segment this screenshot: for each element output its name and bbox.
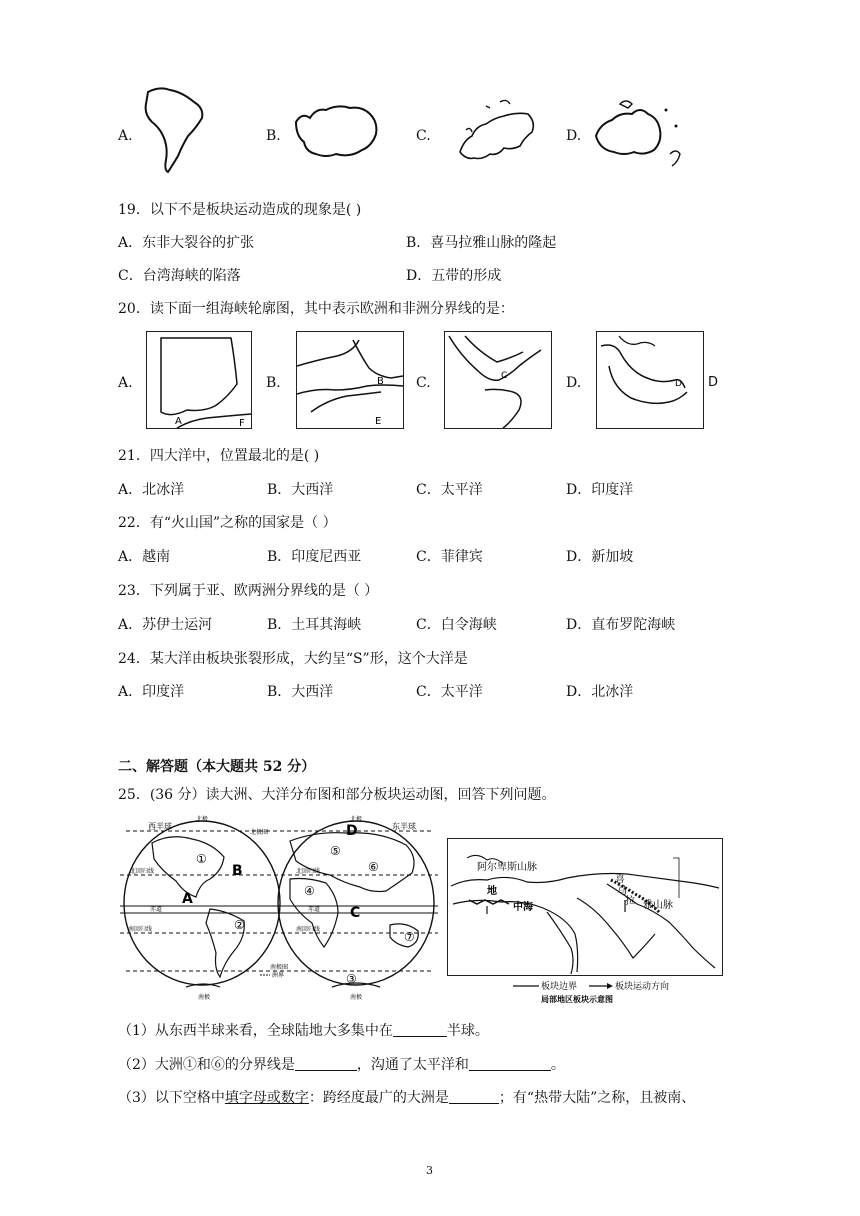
q19-option-d[interactable]: D．五带的形成	[406, 268, 502, 284]
q18-option-a-label: A.	[118, 128, 133, 144]
west-hemisphere-label: 西半球	[148, 822, 172, 831]
legend-plate-direction: 板块运动方向	[615, 982, 670, 992]
q18-option-b-label: B.	[266, 128, 281, 144]
antarctica-outline-image	[292, 102, 382, 162]
answer-blank-2[interactable]	[295, 1056, 357, 1071]
section-2-title: 二、解答题（本大题共 52 分）	[118, 759, 316, 775]
map-c-label-c: C	[501, 371, 508, 381]
answer-blank-3[interactable]	[469, 1056, 551, 1071]
q23-option-a[interactable]: A．苏伊士运河	[118, 617, 213, 633]
q24-option-d[interactable]: D．北冰洋	[566, 684, 634, 700]
q20-option-b-label: B.	[266, 375, 281, 391]
q21-option-a[interactable]: A．北冰洋	[118, 482, 185, 498]
map-d-label-d-outer: D	[708, 375, 719, 390]
ocean-label-a: A	[182, 891, 193, 907]
q22-option-a[interactable]: A．越南	[118, 549, 171, 565]
south-america-outline-image	[138, 82, 218, 174]
q19-option-b[interactable]: B．喜马拉雅山脉的隆起	[406, 235, 557, 251]
q19-stem: 19．以下不是板块运动造成的现象是( )	[118, 202, 362, 218]
mediterranean-label-zhonghai: 中海	[513, 902, 533, 913]
q25-sub1: （1）从东西半球来看，全球陆地大多集中在 半球。	[118, 1023, 489, 1039]
map-a-label-a: A	[175, 416, 182, 427]
tropic-south-label-west: 南回归线	[128, 926, 153, 933]
strait-map-b	[296, 331, 404, 429]
q20-option-c-label: C.	[416, 375, 431, 391]
himalaya-label-2: 马	[617, 886, 627, 897]
continent-num-6: ⑥	[368, 860, 379, 874]
map-a-label-f: F	[239, 418, 245, 428]
q19-option-c[interactable]: C．台湾海峡的陷落	[118, 268, 241, 284]
oceania-outline-image	[590, 96, 690, 172]
legend-plate-boundary: 板块边界	[541, 982, 578, 992]
tropic-south-label-east: 南回归线	[296, 926, 321, 933]
east-hemisphere-label: 东半球	[392, 822, 416, 831]
arctic-circle-label: 北极圈	[250, 829, 269, 836]
continent-num-5: ⑤	[330, 844, 341, 858]
q20-option-a-label: A.	[118, 375, 133, 391]
answer-blank-4[interactable]	[449, 1089, 499, 1104]
antarctic-circle-label: 南极圈	[270, 964, 289, 971]
plate-movement-map	[447, 838, 723, 1006]
q20-option-d-label: D.	[566, 375, 582, 391]
page-number: 3	[426, 1164, 433, 1177]
q25-stem: 25．(36 分）读大洲、大洋分布图和部分板块运动图，回答下列问题。	[118, 787, 556, 803]
q21-stem: 21．四大洋中，位置最北的是( )	[118, 448, 320, 464]
map-d-label-d-inner: D	[675, 379, 682, 389]
q21-option-c[interactable]: C．太平洋	[416, 482, 483, 498]
ocean-label-b: B	[232, 863, 243, 879]
continent-num-3: ③	[346, 972, 357, 986]
south-pole-label-east: 南极	[350, 994, 363, 1001]
q19-option-a[interactable]: A．东非大裂谷的扩张	[118, 235, 255, 251]
q22-option-d[interactable]: D．新加坡	[566, 549, 634, 565]
continent-num-7: ⑦	[404, 930, 415, 944]
plate-map-caption: 局部地区板块示意图	[541, 995, 613, 1004]
mediterranean-label-di: 地	[487, 886, 497, 897]
q18-option-c-label: C.	[416, 128, 431, 144]
q22-option-b[interactable]: B．印度尼西亚	[267, 549, 362, 565]
q21-option-b[interactable]: B．大西洋	[267, 482, 334, 498]
ocean-label-d: D	[346, 823, 358, 839]
q23-stem: 23．下列属于亚、欧两洲分界线的是（ ）	[118, 583, 379, 599]
strait-map-d	[596, 331, 704, 429]
world-hemispheres-map	[120, 813, 438, 1003]
continent-num-4: ④	[304, 884, 315, 898]
north-pole-label-east: 北极	[350, 816, 363, 823]
q25-sub2: （2）大洲①和⑥的分界线是 ，沟通了太平洋和 。	[118, 1057, 565, 1073]
answer-blank-1[interactable]	[393, 1022, 447, 1037]
equator-label-west: 赤道	[150, 906, 163, 913]
q20-stem: 20．读下面一组海峡轮廓图，其中表示欧洲和非洲分界线的是：	[118, 301, 514, 317]
strait-map-a	[146, 331, 252, 429]
q18-option-d-label: D.	[566, 128, 582, 144]
tropic-north-label-west: 北回归线	[130, 868, 155, 875]
q23-option-d[interactable]: D．直布罗陀海峡	[566, 617, 676, 633]
continent-num-1: ①	[196, 852, 207, 866]
map-b-label-e: E	[375, 416, 382, 427]
q22-stem: 22．有“火山国”之称的国家是（ ）	[118, 515, 337, 531]
himalaya-label-3: 拉	[625, 896, 635, 907]
strait-map-c	[444, 331, 552, 429]
north-pole-label-west: 北极	[196, 816, 209, 823]
himalaya-label-4: 雅山脉	[643, 900, 673, 911]
continent-num-2: ②	[234, 918, 245, 932]
europe-outline-image	[446, 96, 542, 168]
himalaya-label-1: 喜	[615, 874, 625, 885]
q25-sub3: （3）以下空格中填字母或数字：跨经度最广的大洲是 ；有“热带大陆”之称，且被南、	[118, 1090, 696, 1106]
equator-label-east: 赤道	[308, 906, 321, 913]
q24-option-b[interactable]: B．大西洋	[267, 684, 334, 700]
q24-option-c[interactable]: C．太平洋	[416, 684, 483, 700]
q23-option-c[interactable]: C．白令海峡	[416, 617, 497, 633]
q22-option-c[interactable]: C．菲律宾	[416, 549, 483, 565]
tropic-north-label-east: 北回归线	[296, 868, 321, 875]
boundary-legend-label: 洲界	[272, 972, 285, 979]
alps-label: 阿尔卑斯山脉	[477, 862, 537, 873]
south-pole-label-west: 南极	[198, 994, 211, 1001]
map-b-label-b: B	[377, 376, 384, 387]
q21-option-d[interactable]: D．印度洋	[566, 482, 634, 498]
q24-option-a[interactable]: A．印度洋	[118, 684, 185, 700]
ocean-label-c: C	[350, 905, 361, 921]
q23-option-b[interactable]: B．土耳其海峡	[267, 617, 362, 633]
q24-stem: 24．某大洋由板块张裂形成，大约呈“S”形，这个大洋是	[118, 651, 468, 667]
